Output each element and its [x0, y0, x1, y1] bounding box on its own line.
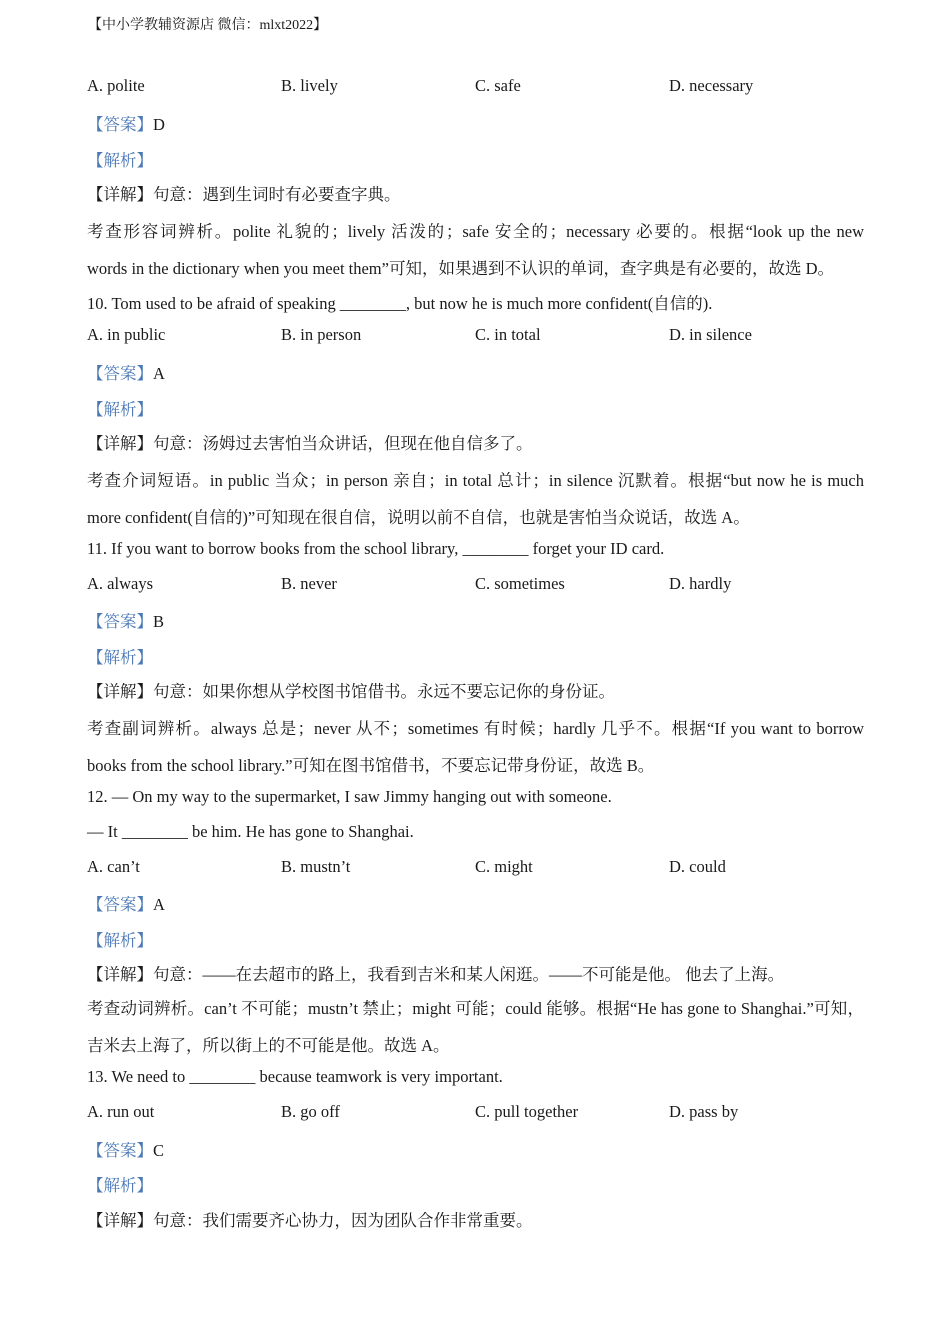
q13-options — [87, 1102, 867, 1124]
q10-answer-value: A — [153, 364, 165, 383]
q10-explanation-line2: more confident(自信的)”可知现在很自信，说明以前不自信，也就是害怕当众说话，故选 A。 — [87, 508, 750, 527]
q9-option-b: B. lively — [281, 76, 338, 95]
q13-option-c: C. pull together — [475, 1102, 579, 1121]
q12-explanation-line1: 考查动词辨析。can’t 不可能；mustn’t 禁止；might 可能；could 能够。根据“He has gone to Shanghai.”可知， — [87, 999, 864, 1018]
q9-answer — [87, 111, 165, 135]
q10-option-d: D. in silence — [669, 325, 752, 344]
answer-label: 【答案】 — [87, 895, 153, 914]
q13-answer-value: C — [153, 1141, 165, 1160]
q12-question-line2: — It ________ be him. He has gone to Shanghai. — [87, 822, 414, 841]
q12-option-a: A. can’t — [87, 857, 140, 876]
page-header: 【中小学教辅资源店 微信：mlxt2022】 — [88, 18, 328, 33]
q12-option-d: D. could — [669, 857, 726, 876]
q9-detail: 【详解】句意：遇到生词时有必要查字典。 — [87, 185, 401, 204]
q11-options — [87, 574, 867, 596]
q12-option-c: C. might — [475, 857, 533, 876]
q11-option-b: B. never — [281, 574, 337, 593]
answer-label: 【答案】 — [87, 612, 153, 631]
q9-option-c: C. safe — [475, 76, 521, 95]
answer-label: 【答案】 — [87, 1141, 153, 1160]
q13-option-a: A. run out — [87, 1102, 155, 1121]
q12-detail: 【详解】句意：——在去超市的路上，我看到吉米和某人闲逛。——不可能是他。 他去了上海。 — [87, 965, 785, 984]
q10-question: 10. Tom used to be afraid of speaking ________, but now he is much more confident(自信的). — [87, 294, 713, 313]
q11-question: 11. If you want to borrow books from the school library, ________ forget your ID card. — [87, 539, 665, 558]
q10-option-a: A. in public — [87, 325, 166, 344]
q11-option-a: A. always — [87, 574, 153, 593]
q13-option-b: B. go off — [281, 1102, 340, 1121]
q13-analysis-label: 【解析】 — [87, 1176, 153, 1195]
q11-answer — [87, 608, 164, 632]
q11-answer-value: B — [153, 612, 165, 631]
answer-label: 【答案】 — [87, 364, 153, 383]
q10-option-c: C. in total — [475, 325, 541, 344]
q11-option-c: C. sometimes — [475, 574, 565, 593]
q9-analysis-label: 【解析】 — [87, 151, 153, 170]
q13-detail: 【详解】句意：我们需要齐心协力，因为团队合作非常重要。 — [87, 1211, 533, 1230]
q9-option-d: D. necessary — [669, 76, 754, 95]
q12-explanation-line2: 吉米去上海了，所以街上的不可能是他。故选 A。 — [87, 1036, 450, 1055]
answer-label: 【答案】 — [87, 115, 153, 134]
q11-detail: 【详解】句意：如果你想从学校图书馆借书。永远不要忘记你的身份证。 — [87, 682, 615, 701]
q10-explanation-line1: 考查介词短语。in public 当众；in person 亲自；in total 总计；in silence 沉默着。根据“but now he is much — [87, 471, 864, 490]
q13-option-d: D. pass by — [669, 1102, 739, 1121]
q9-option-a: A. polite — [87, 76, 145, 95]
q13-question: 13. We need to ________ because teamwork is very important. — [87, 1067, 503, 1086]
q10-option-b: B. in person — [281, 325, 362, 344]
q11-option-d: D. hardly — [669, 574, 732, 593]
q10-detail: 【详解】句意：汤姆过去害怕当众讲话，但现在他自信多了。 — [87, 434, 533, 453]
q12-answer-value: A — [153, 895, 165, 914]
q9-explanation-line1: 考查形容词辨析。polite 礼貌的；lively 活泼的；safe 安全的；necessary 必要的。根据“look up the new — [87, 222, 864, 241]
q11-analysis-label: 【解析】 — [87, 648, 153, 667]
q9-explanation-line2: words in the dictionary when you meet them”可知，如果遇到不认识的单词，查字典是有必要的，故选 D。 — [87, 259, 835, 278]
q10-analysis-label: 【解析】 — [87, 400, 153, 419]
q13-answer — [87, 1137, 164, 1161]
q12-analysis-label: 【解析】 — [87, 931, 153, 950]
q12-options — [87, 857, 867, 879]
q11-explanation-line1: 考查副词辨析。always 总是；never 从不；sometimes 有时候；hardly 几乎不。根据“If you want to borrow — [87, 719, 864, 738]
q12-option-b: B. mustn’t — [281, 857, 351, 876]
q10-answer — [87, 360, 165, 384]
q12-answer — [87, 891, 165, 915]
q12-question-line1: 12. — On my way to the supermarket, I saw Jimmy hanging out with someone. — [87, 787, 612, 806]
q9-answer-value: D — [153, 115, 165, 134]
q11-explanation-line2: books from the school library.”可知在图书馆借书，不要忘记带身份证，故选 B。 — [87, 756, 655, 775]
q10-options — [87, 325, 867, 347]
q9-options — [87, 76, 867, 98]
